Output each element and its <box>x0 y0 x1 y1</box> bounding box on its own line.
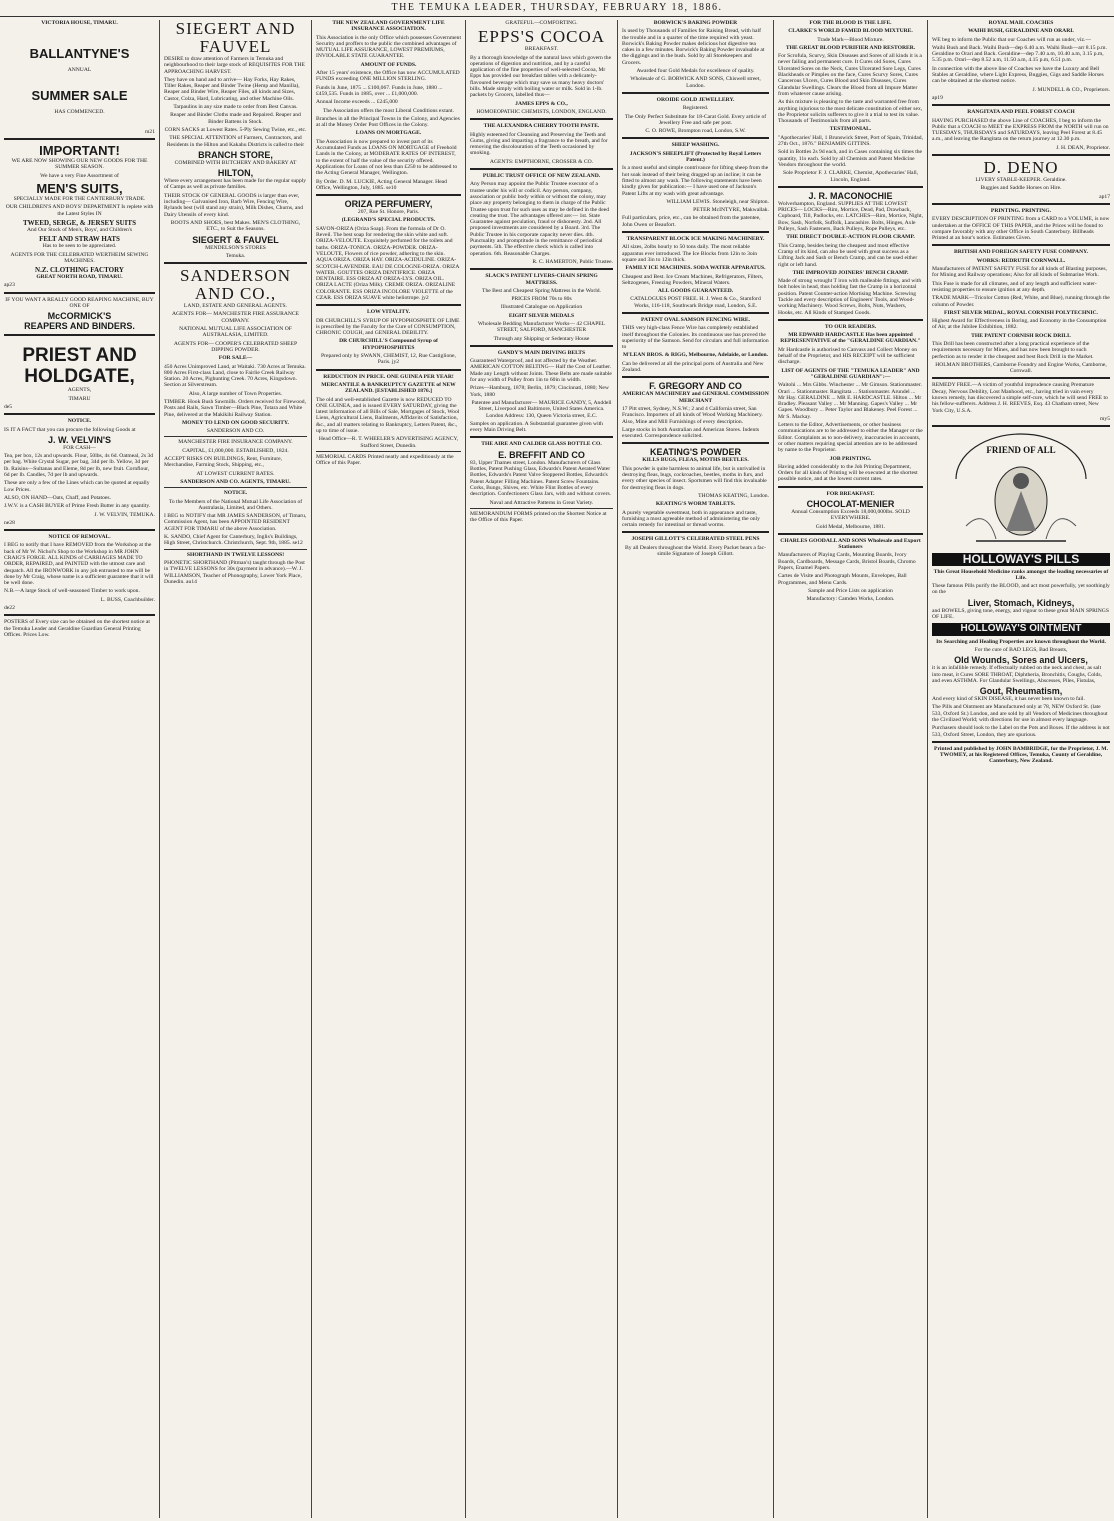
timaru-text: TIMARU <box>68 395 91 402</box>
purify-text: These famous Pills purify the BLOOD, and act most powerfully, yet soothingly on the <box>932 583 1110 596</box>
cheapest-text: Cheapest and Best. Ice Cream Machines, Refrigerators, Filters, Seltzogenes, Freezing Powders, Mineral Waters. <box>622 273 764 286</box>
sheep-heading: SHEEP WASHING. <box>671 142 720 149</box>
column-5 <box>618 20 774 1518</box>
drill-text: This Drill has been constructed after a long practical experience of the requirements necessary for Mines, and has now been brought to such perfection as to render it the cheapest and best Rock Drill in the Market. <box>932 340 1094 360</box>
removal-heading: NOTICE OF REMOVAL. <box>48 534 111 541</box>
capital-text: CAPITAL, £1,000,000. ESTABLISHED, 1824. <box>182 447 289 454</box>
appreciated-text: Has to be seen to be appreciated. <box>42 243 117 250</box>
tweed-title: TWEED, SERGE, & JERSEY SUITS <box>23 218 136 227</box>
price-list-text: Tea, per box, 12s and upwards. Flour, 50lbs, 4s 6d. Oatmeal, 2s 3d per bag. White Crystal Sugar, per bag, 34d per lb. Yellow, 3d per lb. Raisins—Sultanas and Eleme, 8d per lb, new fruit. Cornflour, 6d per lb. Candles, 7d per lb and upwards. <box>4 453 153 479</box>
reapers-title: REAPERS AND BINDERS. <box>24 321 135 332</box>
fact-text: IS IT A FACT that you can procure the following Goods at <box>4 426 136 433</box>
buyer-text: J.W.V. is a CASH BUYER of Prime Fresh Butter in any quantity. <box>4 503 151 510</box>
searching-text: Its Searching and Healing Properties are known throughout the World. <box>936 638 1106 645</box>
specially-text: SPECIALLY MADE FOR THE CANTERBURY TRADE. <box>13 196 146 203</box>
registered-text: Registered. <box>682 105 709 112</box>
american-heading: AMERICAN MACHINERY and GENERAL COMMISSION MERCHANT <box>622 391 769 404</box>
pleasing-text: As this mixture is pleasing to the taste and warranted free from anything injurious to the most delicate constitution of either sex, the Proprietor solicits sufferers to give it a trial to test its value. Thousands of Testimonials from all parts. <box>778 99 923 125</box>
vitality-heading: LOW VITALITY. <box>366 309 410 316</box>
sando-signature: K. SANDO, Chief Agent for Canterbury, Inglis's Buildings, High Street, Christchurch. Christchurch, Sept. 9th, 1885. se12 <box>164 534 303 547</box>
oval-text: THIS very high-class Fence Wire has completely established itself throughout the Colonies. Its continuous use has proved the superiority of the Samson. Send for circulars and full information to <box>622 325 769 351</box>
trademark-text: TRADE MARK—Tricolor Cotton (Red, White, and Blue), running through the column of Powder. <box>932 295 1110 308</box>
sold-text: Sold in Bottles 2s 9d each, and in Cases containing six times the quantity, 11s each. Sold by all Chemists and Patent Medicine Vendors throughout the world. <box>778 149 923 168</box>
column-3 <box>312 20 466 1518</box>
ad-code: ne28 <box>4 519 15 526</box>
branch-title: BRANCH STORE, <box>198 149 273 160</box>
menier-title: CHOCOLAT-MENIER <box>806 499 895 509</box>
goodall-heading: CHARLES GOODALL AND SONS Wholesale and Export Stationers <box>780 537 921 551</box>
priest-title: PRIEST AND HOLDGATE, <box>22 345 137 388</box>
printing-text: EVERY DESCRIPTION OF PRINTING from a CARD to a VOLUME, is now undertaken at the OFFICE OF THIS PAPER, and the Prices will be found to compare favorably with any other Office in South Canterbury. Billheads Printed at an hour's notice. Estimates Given. <box>932 216 1110 242</box>
bowels-text: and BOWELS, giving tone, energy, and vigour to these great MAIN SPRINGS OF LIFE. <box>932 607 1109 621</box>
mercantile-heading: MERCANTILE & BANKRUPTCY GAZETTE of NEW ZEALAND. [ESTABLISHED 1876.] <box>321 381 456 395</box>
trust-heading: PUBLIC TRUST OFFICE OF NEW ZEALAND. <box>482 173 601 180</box>
dean-signature: J. H. DEAN, Proprietor. <box>1056 144 1110 151</box>
naval-text: Naval and Attractive Patterns in Great Variety. <box>489 499 594 506</box>
oval-heading: PATENT OVAL SAMSON FENCING WIRE. <box>640 316 751 323</box>
goodall-text: Manufacturers of Playing Cards, Mounting Boards, Ivory Boards, Cardboards, Message Cards, Bristol Boards, Chromo Papers, Enamel Papers. <box>778 552 916 572</box>
hamerton-signature: R. C. HAMERTON, Public Trustee. <box>532 258 613 265</box>
cornish-heading: THE PATENT CORNISH ROCK DRILL <box>971 332 1071 339</box>
catalogues-text: CATALOGUES POST FREE. H. J. West & Co., Stamford Works, 116-118, Southwark Bridge road, London, S.E. <box>630 296 761 309</box>
reduction-heading: REDUCTION IN PRICE. ONE GUINEA PER YEAR! <box>323 373 454 380</box>
ad-code: de5 <box>4 403 13 410</box>
keating-text: This powder is quite harmless to animal life, but is unrivalled in destroying fleas, bugs, cockroaches, beetles, moths in furs, and every other species of insect. Sportsmen will find this invaluable for destroying fleas in dogs. <box>622 465 767 491</box>
column-2 <box>160 20 312 1518</box>
double-text: This Cramp, besides being the cheapest and most effective Cramp of its kind, can also be used with great success as a Lifting Jack and Sash or Bench Cramp, and can be used either right or left hand. <box>778 242 918 268</box>
gillott-heading: JOSEPH GILLOTT'S CELEBRATED STEEL PENS <box>631 536 760 543</box>
james-epps: JAMES EPPS & CO., <box>515 100 568 107</box>
coopers-text: AGENTS FOR— COOPER'S CELEBRATED SHEEP DIPPING POWDER. <box>173 340 298 353</box>
waihi-heading: WAIHI BUSH, GERALDINE AND ORARI. <box>968 28 1074 35</box>
notice-heading: NOTICE. <box>67 418 92 425</box>
worm-text: A purely vegetable sweetmeat, both in appearance and taste, furnishing a most agreeable method of administering the only certain remedy for intestinal or thread worms. <box>622 509 760 529</box>
guaranteed-text: ALL GOODS GUARANTEED. <box>657 288 734 295</box>
skin-text: And every kind of SKIN DISEASE, it has never been known to fail. <box>932 696 1085 703</box>
sando-text: I BEG to NOTIFY that MR JAMES SANDERSON, of Timaru, Commission Agent, has been APPOINTED RESIDENT AGENT FOR TIMARU of the above Association. <box>164 513 307 532</box>
borwick-text: Is used by Thousands of Families for Raising Bread, with half the trouble and in a quarter of the time required with yeast. Borwick's Baking Powder makes delicious hot digestive tea cakes in a few minutes. Borwick's Baking Powder invaluable at the diggings and in the bush. Sold by all Storekeepers and Grocers. <box>622 28 765 66</box>
perfect-text: The Only Perfect Substitute for 18-Carat Gold. Every article of Jewellery Free and safe per post. <box>624 113 767 126</box>
award-text: Highest Award for Effectiveness in Boring, and Economy in the Consumption of Air, at the Jubilee Exhibition, 1882. <box>932 318 1107 331</box>
velvin-signature: J. W. VELVIN, TEMUKA. <box>94 511 155 518</box>
temuka-text: Temuka. <box>225 252 246 259</box>
for-sale-heading: FOR SALE— <box>218 355 253 362</box>
money-text: MONEY TO LEND ON GOOD SECURITY. <box>182 419 289 426</box>
amount-heading: AMOUNT OF FUNDS. <box>360 61 417 68</box>
alexandra-agents: AGENTS: EMPTHORNE, CROSSER & CO. <box>489 158 594 165</box>
gandy-text: Guaranteed Waterproof, and not affected by the Weather. AMERICAN COTTON BELTING— Half the Cost of Leather. Made any Length without Joints. These Belts are made suitable for any width of Pulley from 1in to 60in in width. <box>470 358 612 384</box>
clarke-heading: CLARKE'S WORLD FAMED BLOOD MIXTURE. <box>788 28 913 35</box>
trust-text: Any Person may appoint the Public Trustee executor of a trustee under his will or codicil. Any person, company, association or public body within or without the colony, may place any property belonging to them in charge of the Public Trustee upon trust for such uses as may be defined in the deed creating the trust. The advantages offered are:— 1st. State Guarantee against peculation, fraud or dishonesty. 2nd. All proposed investments are considered by a Board. 3rd. The Public Trustee in his corporate capacity never dies. 4th. Punctuality and promptitude in the remittance of periodical payments. 5th. The effective check which is called into operation. 6th. Reasonable Charges. <box>470 181 609 257</box>
nz-clothing-title: N.Z. CLOTHING FACTORY <box>35 266 124 275</box>
cartes-text: Cartes de Visite and Photograph Mounts, Envelopes, Ball Programmes, and Menu Cards. <box>778 573 907 586</box>
reaping-text: IF YOU WANT A REALLY GOOD REAPING MACHINE, BUY ONE OF <box>5 296 154 310</box>
where-text: Where every arrangement has been made for the regular supply of Camps as well as private families. <box>164 178 307 191</box>
mens-suits-title: MEN'S SUITS, <box>36 181 123 197</box>
holloway-ointment-banner: HOLLOWAY'S OINTMENT <box>932 623 1110 635</box>
boys-text: And Our Stock of Men's, Boys', and Children's <box>26 226 133 233</box>
aire-heading: THE AIRE AND CALDER GLASS BOTTLE CO. <box>481 441 602 448</box>
purchasers-text: Purchasers should look to the Label on the Pots and Boxes. If the address is not 533, Oxford Street, London, they are spurious. <box>932 725 1110 738</box>
homoeo-text: HOMOEOPATHIC CHEMISTS, LONDON, ENGLAND. <box>476 108 607 115</box>
samples-text: Sample and Price Lists on application <box>808 587 893 594</box>
inform-text: WE beg to inform the Public that our Coaches will run as under, viz.— <box>932 36 1092 43</box>
also-text: ALSO, ON HAND—Oats, Chaff, and Potatoes. <box>4 494 111 501</box>
hardcastle-text: MR EDWARD HARDCASTLE Has been appointed REPRESENTATIVE of the "GERALDINE GUARDIAN." <box>780 332 921 345</box>
sole-text: Sole Proprietor F. J. CLARKE, Chemist, Apothecaries' Hall, Lincoln, England. <box>782 170 919 183</box>
catalogue-text: Illustrated Catalogue on Application <box>500 304 583 311</box>
remedy-text: REMEDY FREE.—A victim of youthful imprudence causing Premature Decay, Nervous Debility, Lost Manhood, etc., having tried in vain every known remedy, has discovered a simple self-cure, which he will send FREE to his fellow-sufferers. Address J. H. REEVES, Esq. 43 Chatham street, New York City, U.S.A. <box>932 382 1108 414</box>
keating-title: KEATING'S POWDER <box>650 447 741 458</box>
purifier-text: For Scrofula, Scurvy, Skin Diseases and Sores of all kinds it is a never failing and permanent cure. It Cures old Sores, Cures Ulcerated Sores on the Neck, Cures Ulcerated Sore Legs, Cures Blackheads or Pimples on the face, Cures Scurvy Sores, Cures Cancerous Ulcers, Cures Blood and Skin Diseases, Cures Glandular Swellings. Clears the Blood from all Impure Matter from whatever cause arising. <box>778 53 922 97</box>
legrand-text: (LEGRAND'S SPECIAL PRODUCTS. <box>341 217 436 224</box>
worm-heading: KEATING'S WORM TABLETS. <box>655 501 736 508</box>
transparent-heading: TRANSPARENT BLOCK ICE MAKING MACHINERY. <box>626 236 765 243</box>
hilton-title: HILTON, <box>217 168 254 179</box>
prices-text: PRICES FROM 70s to 80s <box>511 296 572 303</box>
gillott-text: By all Dealers throughout the World. Every Packet bears a fac-simile Signature of Joseph Gillott. <box>625 544 766 557</box>
trade-mark-text: Trade Mark—Blood Mixture. <box>817 36 884 43</box>
agent-list-text: Waitohi ... Mrs Gibbs. Winchester ... Mr Gimson. Stationmaster. Orari ... Stationmaster. Rangitata ... Stationmaster. Arundel ... Mr Hay. GERALDINE ... MR E. HARDCASTLE. Hilton ... Mr Bradley. Pleasant Valley ... Mr Manning. Gapes's Valley ... Mr Gapes. Woodbury ... Peter Taylor and Blakeney. Peel Forest ... Mr S. Mackay. <box>778 382 922 420</box>
medals-text: EIGHT SILVER MEDALS <box>508 312 575 319</box>
mundell-signature: J. MUNDELL & CO., Proprietors. <box>1032 86 1110 93</box>
column-1 <box>0 20 160 1518</box>
rangitata-text: HAVING PURCHASED the above Line of COACHES, I beg to inform the Public that a COACH to MEET the EXPRESS FROM the NORTH will run on TUESDAYS, THURSDAYS and SATURDAYS, leaving Peel Forest at 8.45 a.m., and leaving the Rangitata on the return journey at 12.30 p.m. <box>932 117 1109 143</box>
jackson-text: Is a most useful and simple contrivance for lifting sheep from the hot soak instead of their being dragged up an incline; it can be fitted to almost any wash. The following statements have been kindly given for publication:— I have used one of Jackson's Patent Lifts at my wash with great advantage. <box>622 165 769 197</box>
felt-title: FELT AND STRAW HATS <box>39 235 120 244</box>
double-heading: THE DIRECT DOUBLE-ACTION FLOOR CRAMP. <box>786 234 915 241</box>
wolverhampton-text: Wolverhampton, England. SUPPLIES AT THE LOWEST PRICES— LOCKS—Rim, Mortice, Dead, Pad, Drawback, Cupboard, Till, Padlocks, etc. LATCHES—Rim, Mortice, Night, Bow, Sash, Norfolk, Suffolk, Lancashire. Bolts, Hinges, Axle Pulleys, Sash Fasteners, Back Pulleys, Rope Pulleys, etc. <box>778 200 923 233</box>
requisites-list: They have on hand and to arrive— Hay Forks, Hay Rakes, Tiller Rakes, Reaper and Binder Twine (Hemp and Manilla), Reaper and Binder Wire, Reaper Files, all kinds and Sizes, Castor, Colza, Hard, Lubricating, and other Machine Oils. <box>164 76 300 102</box>
mccormick-title: McCORMICK'S <box>47 311 112 322</box>
manufactory-text: Manufactory: Camden Works, London. <box>806 596 895 603</box>
corn-text: CORN SACKS at Lowest Rates. 5-Ply Sewing Twine, etc., etc. <box>164 126 307 133</box>
children-text: OUR CHILDREN'S AND BOYS' DEPARTMENT Is replete with the Latest Styles IN <box>5 204 154 217</box>
maconochie-title: J. R. MACONOCHIE <box>808 190 893 201</box>
grateful-text: GRATEFUL—COMFORTING. <box>505 20 578 26</box>
stock-text: THEIR STOCK OF GENERAL GOODS is larger than ever, including— Galvanised Iron, Barb Wire, Fencing Wire, Rylands best (will stand any strain), Milk Dishes, Churns, and Dairy Utensils of every kind. <box>164 192 303 218</box>
oriza-text: SAVON-ORIZA (Oriza Soap). From the formula of Dr O. Reveil. The best soap for rendering the skin white and soft. ORIZA-VELOUTE. Exquisitely perfumed for the toilets and baths. ORIZA-TONICA. ORIZA-POWDER. ORIZA-VELOUTE, Flowers of rice powder, adhering to the skin. AQUA ORIZA. ORIZA HAY. ORIZA-ACIDULINE. ORIZA-SCOTCH-LAVENDER. EAU DE COLOGNE-ORIZA. ORIZA WATER. GOUTTES ORIZA DENTIFRICE. ORIZA DENTAIRE. ESS ORIZA AT ORIZA-LYS. ORIZA OIL. ORIZA LACTE (Oriza Milk). CREME ORIZA. ORIZALINE COLORANTE. ESS ORIZA INCOLORE VIOLETTE of the CZAR. ESS ORIZA SUAVE white heliotrope. jy2 <box>316 225 460 301</box>
ballantyne-title: BALLANTYNE'S <box>29 46 130 62</box>
fuse-heading: BRITISH AND FOREIGN SAFETY FUSE COMPANY. <box>953 249 1089 256</box>
transparent-text: All sizes, 2olbs hourly to 50 tons daily. The most reliable apparatus ever introduced. The Ice Blocks from 12in to 3oin square and 3in to 12in thick. <box>622 244 758 263</box>
shorthand-heading: SHORTHAND IN TWELVE LESSONS! <box>186 551 285 558</box>
gregory-title: F. GREGORY AND CO <box>649 381 742 392</box>
only-text: This Association is the only Office which possesses Government Security and proffers to the public the combined advantages of MUTUAL LIFE ASSURANCE, LOWEST PREMIUMS, INVIOLABLE STATE GUARANTEE. <box>316 34 462 60</box>
lines-text: These are only a few of the Lines which can be quoted at equally Low Prices. <box>4 480 150 493</box>
nz-life-heading: THE NEW ZEALAND GOVERNMENT LIFE INSURANCE ASSOCIATION. <box>332 20 445 33</box>
loans-heading: LOANS ON MORTGAGE. <box>355 130 422 137</box>
for-breakfast-heading: FOR BREAKFAST. <box>826 490 875 497</box>
readers-heading: TO OUR READERS. <box>824 323 877 330</box>
cash-text: FOR CASH— <box>63 444 96 451</box>
land-text: LAND, ESTATE AND GENERAL AGENTS. <box>183 303 288 310</box>
masthead: THE TEMUKA LEADER, THURSDAY, FEBRUARY 18, 1886. <box>0 2 1114 17</box>
maurice-text: Patentee and Manufacturer— MAURICE GANDY, 5, Anddell Street, Liverpool and Baltimore, United States America. London Address: 130, Queen Victoria street, E.C. <box>471 399 612 419</box>
oriza-title: ORIZA PERFUMERY, <box>344 199 433 210</box>
gandy-heading: GANDY'S MAIN DRIVING BELTS <box>497 349 586 356</box>
gittins-text: "Apothecaries' Hall, 1 Brunswick Street, Port of Spain, Trinidad, 27th Oct., 1876." BENJAMIN GITTINS. <box>778 134 923 148</box>
list-agents-heading: LIST OF AGENTS OF THE "TEMUKA LEADER" AND "GERALDINE GUARDIAN":— <box>781 367 920 380</box>
silver-text: FIRST SILVER MEDAL, ROYAL CORNISH POLYTECHNIC. <box>944 309 1098 316</box>
thomas-signature: THOMAS KEATING, London. <box>698 492 769 499</box>
ad-code: my5 <box>1100 415 1110 422</box>
manchester-text: MANCHESTER FIRE INSURANCE COMPANY. <box>178 439 293 446</box>
removal-text: I BEG to notify that I have REMOVED from the Workshop at the back of Mr W. Nichol's Shop to the Workshop in MR JOHN CRAIG'S FORGE. ALL KINDS of CARRIAGES MADE TO ORDER, REPAIRED, and PAINTED with the utmost care and despatch. All the IRONWORK in any job entrusted to me will be done by Mr Craig, whose name is a sufficient guarantee that it will be well done. <box>4 542 154 587</box>
victoria-heading: VICTORIA HOUSE, TIMARU. <box>41 20 118 26</box>
sanderson-co-text: SANDERSON AND CO. <box>206 428 265 435</box>
printed-text: Printed and published by JOHN BAMBRIDGE, for the Proprietor, J. M. TWOMEY, at his Registered Offices, Temuka, County of Geraldine, Canterbury, New Zealand. <box>934 745 1108 765</box>
offers-text: The Association offers the most Liberal Conditions extant. <box>322 107 455 114</box>
commenced-text: HAS COMMENCED. <box>54 108 105 115</box>
slack-heading: SLACK'S PATENT LIVERS-CHAIN SPRING MATTRESS. <box>485 273 598 286</box>
rowe-text: C. O. ROWE, Brompton road, London, S.W. <box>645 128 746 135</box>
nb-text: N.B.—A large Stock of well-seasoned Timber to work upon. <box>4 588 140 595</box>
churchill-text: DR CHURCHILL'S SYRUP OF HYPOPHOSPHITE OF LIME is prescribed by the Faculty for the Cure of CONSUMPTION, CHRONIC COUGH, and GENERAL DEBILITY. <box>316 317 460 337</box>
full-text: Full particulars, price, etc., can be obtained from the patentee, John Owen or Beaufort. <box>622 215 761 228</box>
stocks-text: Large stocks in both Australian and American Stores. Indents executed. Correspondence solicited. <box>622 426 760 440</box>
liver-title: Liver, Stomach, Kidneys, <box>967 597 1075 608</box>
oroide-heading: OROIDE GOLD JEWELLERY. <box>656 96 735 103</box>
medal-text: Gold Medal, Melbourne, 1881. <box>815 523 886 530</box>
hypo-text: DR CHURCHILL'S Compound Syrup of HYPOPHOSPHITES <box>339 338 438 351</box>
desire-text: DESIRE to draw attention of Farmers in Temuka and neighbourhood to their large stock of REQUISITES FOR THE APPROACHING HARVEST. <box>164 56 305 75</box>
best-text: The Best and Cheapest Spring Mattress in the World. <box>482 287 601 294</box>
sanderson-title: SANDERSON AND CO., <box>179 266 292 304</box>
rue-text: 207, Rue St. Honore, Paris. <box>357 209 420 216</box>
job-text: Having added considerably to the Job Printing Department, Orders for all kinds of Printing will be executed at the shortest possible notice, and at the lowest current rates. <box>778 463 918 483</box>
posters-text: POSTERS of Every size can be obtained on the shortest notice at the Temuka Leader and Geraldine Guardian General Printing Offices. Prices Low. <box>4 619 150 638</box>
redruth-text: WORKS: REDRUTH CORNWALL. <box>976 257 1066 264</box>
alexandra-text: Highly esteemed for Cleansing and Preserving the Teeth and Gums, giving and imparting a fragrance to the breath, and for removing the discolouration of the Teeth occasioned by smoking. <box>470 131 608 157</box>
ad-code: ap23 <box>4 282 15 289</box>
joiners-heading: THE IMPROVED JOINERS' BENCH CRAMP. <box>792 269 909 276</box>
national-text: NATIONAL MUTUAL LIFE ASSOCIATION OF AUSTRALASIA, LIMITED. <box>179 326 292 339</box>
samples-text: Samples on application. A Substantial guarantee given with every Main Driving Belt. <box>470 420 603 434</box>
gazette-text: The old and well-established Gazette is now REDUCED TO ONE GUINEA, and is issued EVERY SATURDAY, giving the latest information of all Bills of Sale, Mortgages of Stock, Wool Liens, Agricultural Liens, Bailments, Affidavits of Satisfaction, &c., and all matters relating to Bankruptcy, Letters Patent, &c., up to time of issue. <box>316 396 460 435</box>
gout-title: Gout, Rheumatism, <box>979 686 1063 697</box>
friend-of-all-text: FRIEND OF ALL <box>986 445 1056 456</box>
notice-heading: NOTICE. <box>223 490 248 497</box>
siegert-fauvel-title: SIEGERT & FAUVEL <box>192 234 279 245</box>
ad-code: m21 <box>145 128 155 135</box>
deno-title: D. DENO <box>983 158 1059 178</box>
sanderson-agents-text: SANDERSON AND CO. AGENTS, TIMARU. <box>180 478 291 485</box>
awarded-text: Awarded four Gold Medals for excellence of quality. <box>636 68 755 75</box>
breakfast-text: BREAKFAST. <box>524 46 559 53</box>
after-text: After 15 years' existence, the Office has now ACCUMULATED FUNDS exceeding ONE MILLION STERLING. <box>316 70 460 83</box>
funds-text: Funds in June, 1875 ... £100,067. Funds in June, 1880 ... £459,535. Funds in 1885, over ... £1,000,000. <box>316 84 443 97</box>
testimonial-heading: TESTIMONIAL. <box>829 126 872 133</box>
holloway-pills-banner: HOLLOWAY'S PILLS <box>932 553 1110 565</box>
acres-text: 450 Acres Unimproved Land, at Waitaki. 730 Acres at Temuka. 800 Acres First-class Land, close to Fairlie Creek Railway Station. 20 Acres, Pighunting Creek. 70 Acres, Kingsdown. Section at Silverstream. <box>164 363 306 389</box>
blood-heading: FOR THE BLOOD IS THE LIFE. <box>809 20 892 26</box>
ad-code: ap19 <box>932 94 943 101</box>
risks-text: ACCEPT RISKS ON BUILDINGS, Rent, Furniture, Merchandise, Farming Stock, Shipping, etc., <box>164 456 282 469</box>
alexandra-heading: THE ALEXANDRA CHERRY TOOTH PASTE. <box>483 123 600 130</box>
ad-code: ap17 <box>1099 193 1110 200</box>
office-text: Head Office—R. T. WHEELER'S ADVERTISING AGENCY, Stafford Street, Dunedin. <box>318 436 459 449</box>
lowest-text: AT LOWEST CURRENT RATES. <box>196 470 275 477</box>
printing-heading: PRINTING. PRINTING. <box>990 207 1052 214</box>
mendelson-text: MENDELSON'S STORES <box>205 244 266 251</box>
breffit-text: 83, Upper Thames street, London. Manufacturers of Glass Bottles, Patent Pushing Glass, Edwards's Patent Aerated Water Bottles, Edwards's Patent Valve Stoppered Bottles, Edwards's Patent Adapter Filling Machines. Patent Screw Fountains. Corks, Bungs, Shives, etc. White Flint Bottles of every description. Confectioners Glass Jars, with and without covers. <box>470 459 612 498</box>
timber-text: TIMBER. Hook Bush Sawmills. Orders received for Firewood, Posts and Rails, Sawn Timber—Black Pine, Totara and White Pine, delivered at the Makikihi Railway Station. <box>164 398 306 418</box>
household-text: This Great Household Medicine ranks amongst the leading necessaries of Life. <box>933 568 1109 581</box>
town-text: Also, A large number of Town Properties. <box>188 390 283 397</box>
holman-text: HOLMAN BROTHERS, Camborne Foundry and Engine Works, Camborne, Cornwall. <box>935 361 1107 375</box>
branches-text: Branches in all the Principal Towns in the Colony, and Agencies at all the Money Order Post Offices in the Colony. <box>316 115 460 129</box>
wertheim-text: AGENTS FOR THE CELEBRATED WERTHEIM SEWING MACHINES. <box>10 251 149 264</box>
phonetic-text: PHONETIC SHORTHAND (Pitman's) taught through the Post in TWELVE LESSONS for 30s (payment in advance).—W. J. WILLIAMSON, Teacher of Phonography, Lower York Place, Dunedin. au14 <box>164 559 305 585</box>
letters-text: Letters to the Editor, Advertisements, or other business communications are to be addressed to either the Manager or the Editor. Complaints as to non-delivery, inaccuracies in accounts, or other matters requiring special attention are to be addressed by name to the Proprietor. <box>778 422 923 454</box>
order-text: By Order. D. M. LUCKIE, Acting General Manager. Head Office, Wellington, July, 1885. se10 <box>316 178 447 191</box>
prizes-text: Prizes—Hamburg, 1878; Berlin, 1879; Cincinnati, 1880; New York, 1880 <box>470 385 609 398</box>
memo-text: MEMORANDUM FORMS printed on the Shortest Notice at the Office of this Paper. <box>470 510 607 524</box>
tarpaulins-text: Tarpaulins in any size made to order from Best Canvas. <box>173 104 298 111</box>
agents-text: AGENTS, <box>67 387 92 394</box>
lewis-signature: WILLIAM LEWIS. Stoneleigh, near Shipton. <box>666 198 769 205</box>
cure-text: For the cure of BAD LEGS, Bad Breasts, <box>974 646 1068 653</box>
assortment-text: We have a very Fine Assortment of <box>40 172 119 179</box>
buss-signature: L. BUSS, Coachbuilder. <box>100 596 155 603</box>
shipping-text: Through any Shipping or Sedentary House <box>493 335 590 342</box>
swann-text: Prepared only by SWANN, CHEMIST, 12, Rue Castiglione, Paris. jy2 <box>321 353 456 366</box>
oxford-text: The Pills and Ointment are Manufactured only at 78, NEW Oxford St. (late 533, Oxford St.) London, and are sold by all Vendors of Medicines throughout the Civilized World; with directions for use in almost every language. <box>932 704 1108 723</box>
connection-text: In connection with the above line of Coaches we have the Luxury and Bell Stables at Geraldine, where Light Express, Buggies, Gigs and Saddle Horses can be obtained at the shortest notice. <box>932 65 1104 85</box>
purifier-heading: THE GREAT BLOOD PURIFIER AND RESTORER. <box>785 44 916 51</box>
buggies-text: Buggies and Saddle Horses on Hire. <box>980 185 1062 192</box>
agents-for-text: AGENTS FOR— MANCHESTER FIRE ASSURANCE COMPANY. <box>171 311 300 324</box>
boots-text: BOOTS AND SHOES, best Makes. MEN'S CLOTHING, ETC., to Suit the Seasons. <box>170 219 301 233</box>
velvin-title: J. W. VELVIN'S <box>48 434 111 445</box>
borwick-heading: BORWICK'S BAKING POWDER <box>653 20 738 26</box>
breffit-title: E. BREFFIT AND CO <box>498 449 585 460</box>
members-text: To the Members of the National Mutual Life Association of Australasia, Limited, and Others. <box>168 498 303 511</box>
canvass-text: Mr Hardcastle is authorised to Canvass and Collect Money on behalf of the Proprietor, and HIS RECEIPT will be sufficient discharge. <box>778 346 918 366</box>
livery-text: LIVERY STABLE-KEEPER. Geraldine. <box>975 177 1067 184</box>
old-wounds-title: Old Wounds, Sores and Ulcers, <box>954 655 1088 666</box>
works-text: Wholesale Bedding Manufacturer Works— 42 CHAPEL STREET, SALFORD, MANCHESTER <box>477 320 606 334</box>
important-title: IMPORTANT! <box>39 143 120 159</box>
combined-text: COMBINED WITH BUTCHERY AND BAKERY AT <box>174 159 297 166</box>
pitt-text: 17 Pitt street, Sydney, N.S.W.; 2 and 4 California street, San Francisco. Importers of all kinds of Wood Working Machinery. Also, Mine and Mill Furnishings of every description. <box>622 405 763 425</box>
job-printing-heading: JOB PRINTING. <box>829 455 872 462</box>
consumption-text: Annual Consumption Exceeds 18,000,000lbs. SOLD EVERYWHERE. <box>791 509 910 522</box>
climates-text: This Fuse is made for all climates, and of any length and sufficient water-resisting properties to ensure ignition at any depth. <box>932 280 1097 293</box>
holloway-seal-icon <box>946 431 1096 549</box>
showing-text: WE ARE NOW SHOWING OUR NEW GOODS FOR THE SUMMER SEASON. <box>11 158 148 171</box>
special-text: THE SPECIAL ATTENTION of Farmers, Contractors, and Residents in the Hilton and Kakahu Districts is called to their <box>166 135 305 148</box>
kills-text: KILLS BUGS, FLEAS, MOTHS BEETLES. <box>642 457 749 464</box>
siegert-title: SIEGERT AND FAUVEL <box>175 20 296 56</box>
joiners-text: Made of strong wrought T iron with malleable fittings, and with bolt holes in head, thus holding fast the Cramp in a horizontal position. Patent Counter-action Mortising Machine. Screwing Tackle and every description of Engineers' Tools, and Wood-working Machinery. Wood Screws, Bolts, Nuts, Washers, Hooks, etc. All Kinds of Stamped Goods. <box>778 278 922 316</box>
royal-mail-heading: ROYAL MAIL COACHES <box>988 20 1054 26</box>
wholesale-text: Wholesale of G. BORWICK AND SONS, Chiswell street, London. <box>630 76 761 89</box>
delivered-text: Can be delivered at all the principal ports of Australia and New Zealand. <box>622 360 764 374</box>
ad-code: de22 <box>4 605 15 612</box>
times-text: Waihi Bush and Back. Waihi Bush—dep 6.40 a.m. Waihi Bush—arr 8.15 p.m. Geraldine to Orari and Back. Geraldine—dep 7.40 a.m, 10.40 a.m, 3.15 p.m, 5.35 p.m. Orari—dep 8.52 a.m, 11.50 a.m, 4.15 p.m, 6.51 p.m. <box>932 44 1107 64</box>
family-heading: FAMILY ICE MACHINES. SODA WATER APPARATUS. <box>625 265 766 272</box>
column-6 <box>774 20 928 1518</box>
mlean-text: M'LEAN BROS. & RIGG, Melbourne, Adelaide, or London. <box>622 352 769 359</box>
memorial-text: MEMORIAL CARDS Printed neatly and expeditiously at the Office of this Paper. <box>316 453 454 467</box>
epps-text: By a thorough knowledge of the natural laws which govern the operations of digestion and nutrition, and by a careful application of the fine properties of well-selected Cocoa, Mr Epps has provided our breakfast tables with a delicately-flavoured beverage which may save us many heavy doctors' bills. Made simply with boiling water or milk. Sold in 1-lb. packets by Grocers, labelled thus— <box>470 54 612 99</box>
manuf-text: Manufacturers of PATENT SAFETY FUSE for all kinds of Blasting purposes, for Mining and Railway operations; Also for all kinds of Submarine Work. <box>932 266 1107 279</box>
column-7 <box>928 20 1114 1518</box>
jackson-heading: JACKSON'S SHEEPLIFT (Protected by Royal Letters Patent.) <box>629 150 762 164</box>
infallible-text: it is an infallible remedy. If effectually rubbed on the neck and chest, as salt into meat, it Cures SORE THROAT, Diphtheria, Bronchitis, Coughs, Colds, and even ASTHMA. For Glandular Swellings, Abscesses, Piles, Fistulas, <box>932 665 1102 684</box>
cloths-text: Reaper and Binder Cloths made and Repaired. Reaper and Binder Battens in Stock. <box>170 112 301 125</box>
income-text: Annual Income exceeds ... £245,000 <box>316 99 398 106</box>
column-4 <box>466 20 618 1518</box>
epps-title: EPPS'S COCOA <box>477 27 606 47</box>
summer-sale-title: SUMMER SALE <box>31 87 128 103</box>
rangitata-heading: RANGITATA AND PEEL FOREST COACH <box>967 109 1075 116</box>
annual-text: ANNUAL <box>67 67 92 74</box>
loans-text: The Association is now prepared to invest part of its Accumulated Funds as LOANS ON MORTGAGE of Freehold Lands in the Colony, at MODERATE RATES OF INTEREST, to the extent of half the value of the security offered. Applications for Loans of not less than £250 to be addressed to the Acting General Manager, Wellington. <box>316 138 458 177</box>
mcintyre-signature: PETER McINTYRE, Makwallak. <box>693 207 769 214</box>
north-road-text: GREAT NORTH ROAD, TIMARU. <box>36 274 123 281</box>
